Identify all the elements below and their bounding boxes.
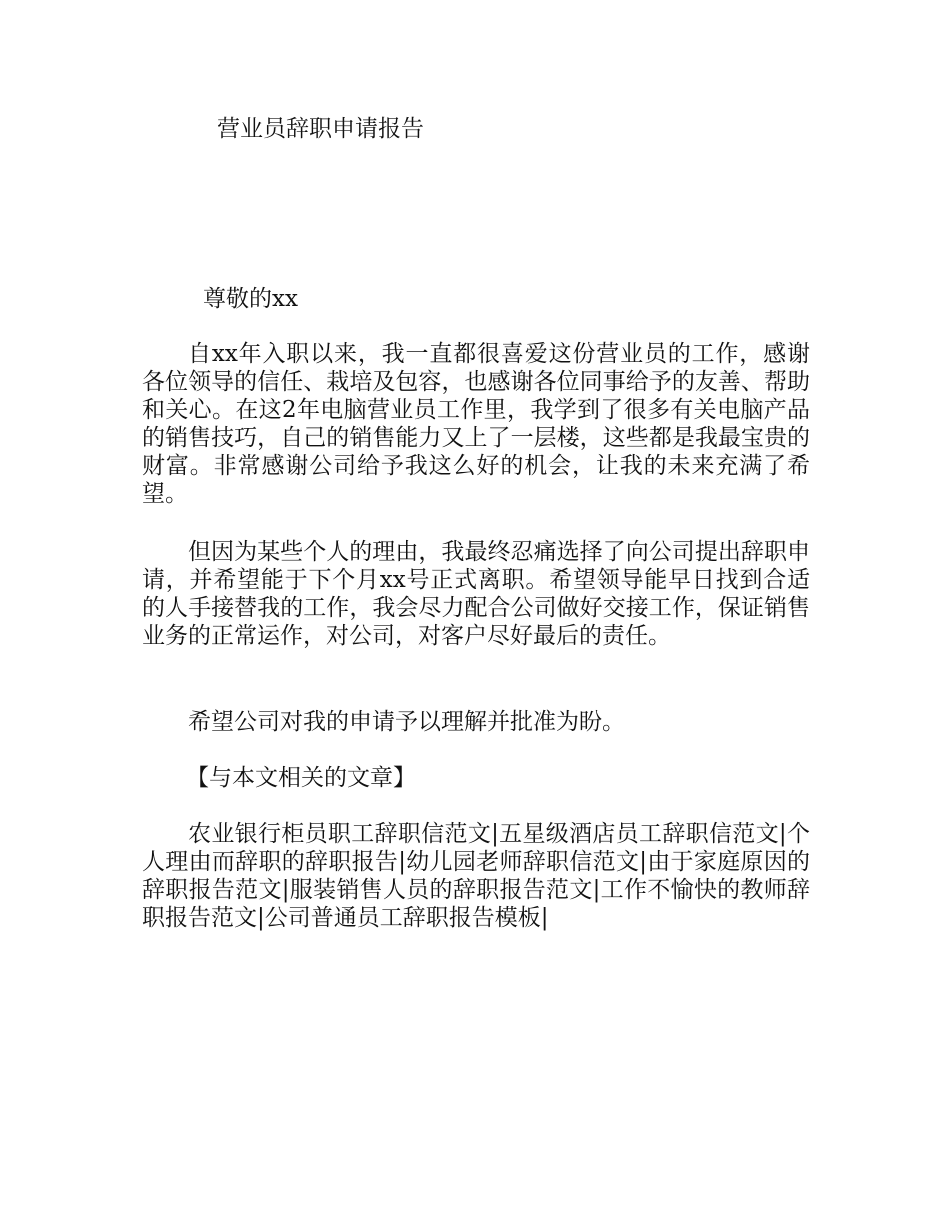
paragraph-closing: 希望公司对我的申请予以理解并批准为盼。 bbox=[188, 709, 625, 735]
related-articles-heading: 【与本文相关的文章】 bbox=[186, 765, 416, 791]
document-title: 营业员辞职申请报告 bbox=[217, 116, 424, 142]
paragraph-intro: 自xx年入职以来，我一直都很喜爱这份营业员的工作，感谢各位领导的信任、栽培及包容，也感谢各位同事给予的友善、帮助和关心。在这2年电脑营业员工作里，我学到了很多有关电脑产品的销售技巧，自己的销售能力又上了一层楼，这些都是我最宝贵的财富。非常感谢公司给予我这么好的机会，让我的未来充满了希望。 bbox=[142, 341, 810, 507]
salutation: 尊敬的xx bbox=[203, 286, 298, 312]
paragraph-reason: 但因为某些个人的理由，我最终忍痛选择了向公司提出辞职申请，并希望能于下个月xx号正式离职。希望领导能早日找到合适的人手接替我的工作，我会尽力配合公司做好交接工作，保证销售业务的正常运作，对公司，对客户尽好最后的责任。 bbox=[142, 539, 810, 649]
related-articles-links[interactable]: 农业银行柜员职工辞职信范文|五星级酒店员工辞职信范文|个人理由而辞职的辞职报告|幼儿园老师辞职信范文|由于家庭原因的辞职报告范文|服装销售人员的辞职报告范文|工作不愉快的教师辞职报告范文|公司普通员工辞职报告模板| bbox=[142, 821, 810, 931]
